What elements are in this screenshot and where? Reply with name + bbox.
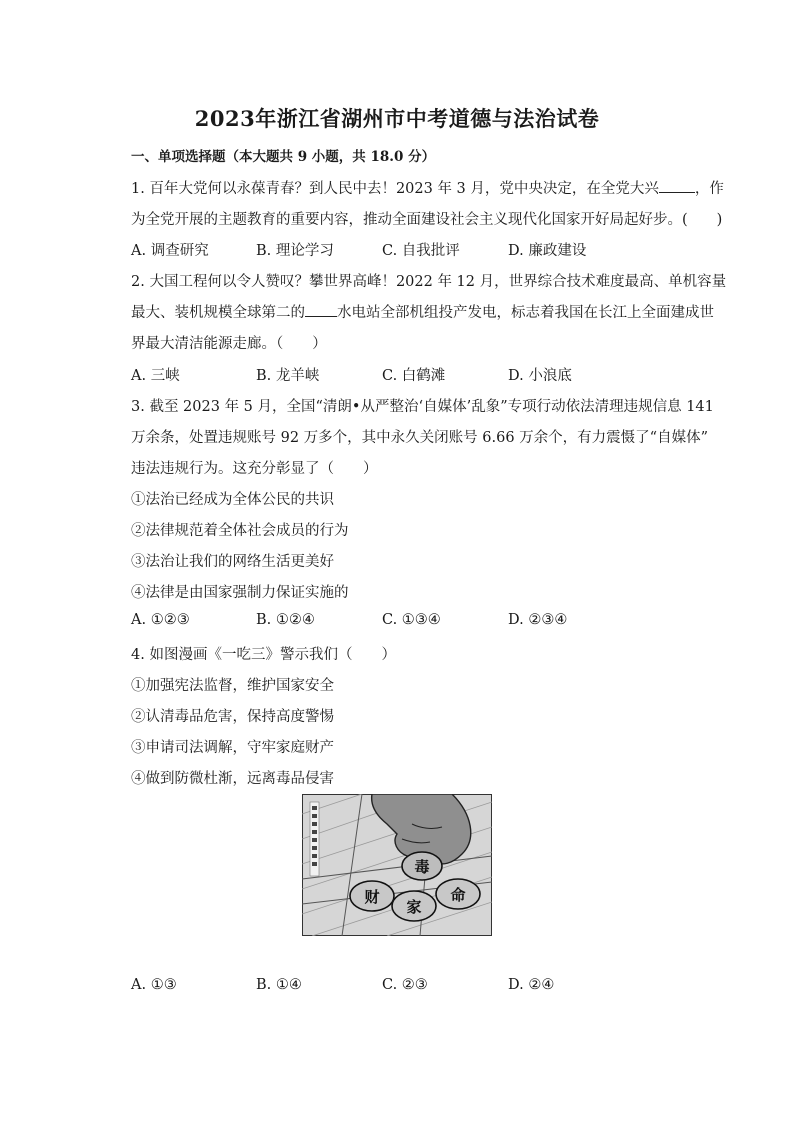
q1-option-d: D. 廉政建设 xyxy=(508,243,587,259)
cartoon-piece-family: 家 xyxy=(406,898,422,916)
q1-answer-blank xyxy=(659,178,695,193)
q4-item-2: ②认清毒品危害，保持高度警惕 xyxy=(131,709,334,725)
q4-item-3: ③申请司法调解，守牢家庭财产 xyxy=(131,740,334,756)
q3-option-d: D. ②③④ xyxy=(508,612,568,628)
q1-text-b: ，作 xyxy=(694,181,724,197)
q4-item-1: ①加强宪法监督，维护国家安全 xyxy=(131,678,334,694)
q1-line-2: 为全党开展的主题教育的重要内容，推动全面建设社会主义现代化国家开好局起好步。( ) xyxy=(131,212,723,228)
q2-line-1: 2. 大国工程何以令人赞叹？攀世界高峰！2022 年 12 月，世界综合技术难度最高、单机容量 xyxy=(131,274,727,290)
cartoon-piece-wealth: 财 xyxy=(364,888,380,906)
q2-line-3: 界最大清洁能源走廊。（ ） xyxy=(131,336,327,352)
q3-line-3: 违法违规行为。这充分彰显了（ ） xyxy=(131,461,378,477)
q2-option-a: A. 三峡 xyxy=(131,368,180,384)
cartoon-piece-drug: 毒 xyxy=(414,858,430,876)
q2-line-2 xyxy=(131,301,714,322)
q2-option-b: B. 龙羊峡 xyxy=(256,368,320,384)
q3-item-4: ④法律是由国家强制力保证实施的 xyxy=(131,585,349,601)
q3-item-3: ③法治让我们的网络生活更美好 xyxy=(131,554,334,570)
q4-option-c: C. ②③ xyxy=(382,977,428,993)
q1-text-a: 1. 百年大党何以永葆青春？到人民中去！2023 年 3 月，党中央决定，在全党大兴 xyxy=(131,181,659,197)
q2-answer-blank xyxy=(305,302,337,317)
q1-line-1 xyxy=(131,177,724,198)
q3-line-2: 万余条，处置违规账号 92 万多个，其中永久关闭账号 6.66 万余个，有力震慑了“自媒体” xyxy=(131,430,708,446)
q2-text-a: 最大、装机规模全球第二的 xyxy=(131,305,305,321)
q4-option-a: A. ①③ xyxy=(131,977,177,993)
q1-option-b: B. 理论学习 xyxy=(256,243,334,259)
q4-item-4: ④做到防微杜渐，远离毒品侵害 xyxy=(131,771,334,787)
page-title: 2023年浙江省湖州市中考道德与法治试卷 xyxy=(194,106,600,131)
q1-option-a: A. 调查研究 xyxy=(131,243,209,259)
q4-option-b: B. ①④ xyxy=(256,977,302,993)
q2-option-c: C. 白鹤滩 xyxy=(382,368,446,384)
cartoon-piece-life: 命 xyxy=(450,886,466,904)
q3-option-b: B. ①②④ xyxy=(256,612,315,628)
q2-option-d: D. 小浪底 xyxy=(508,368,572,384)
q1-option-c: C. 自我批评 xyxy=(382,243,460,259)
q3-item-1: ①法治已经成为全体公民的共识 xyxy=(131,492,334,508)
q3-option-a: A. ①②③ xyxy=(131,612,190,628)
q3-item-2: ②法律规范着全体社会成员的行为 xyxy=(131,523,349,539)
q3-line-1: 3. 截至 2023 年 5 月，全国“清朗•从严整治‘自媒体’乱象”专项行动依法清理违规信息 141 xyxy=(131,399,714,415)
section-heading: 一、单项选择题（本大题共 9 小题，共 18.0 分） xyxy=(131,149,436,165)
q4-option-d: D. ②④ xyxy=(508,977,555,993)
cartoon-image xyxy=(302,794,492,936)
q2-text-b: 水电站全部机组投产发电，标志着我国在长江上全面建成世 xyxy=(337,305,714,321)
q4-line-1: 4. 如图漫画《一吃三》警示我们（ ） xyxy=(131,647,396,663)
q3-option-c: C. ①③④ xyxy=(382,612,441,628)
